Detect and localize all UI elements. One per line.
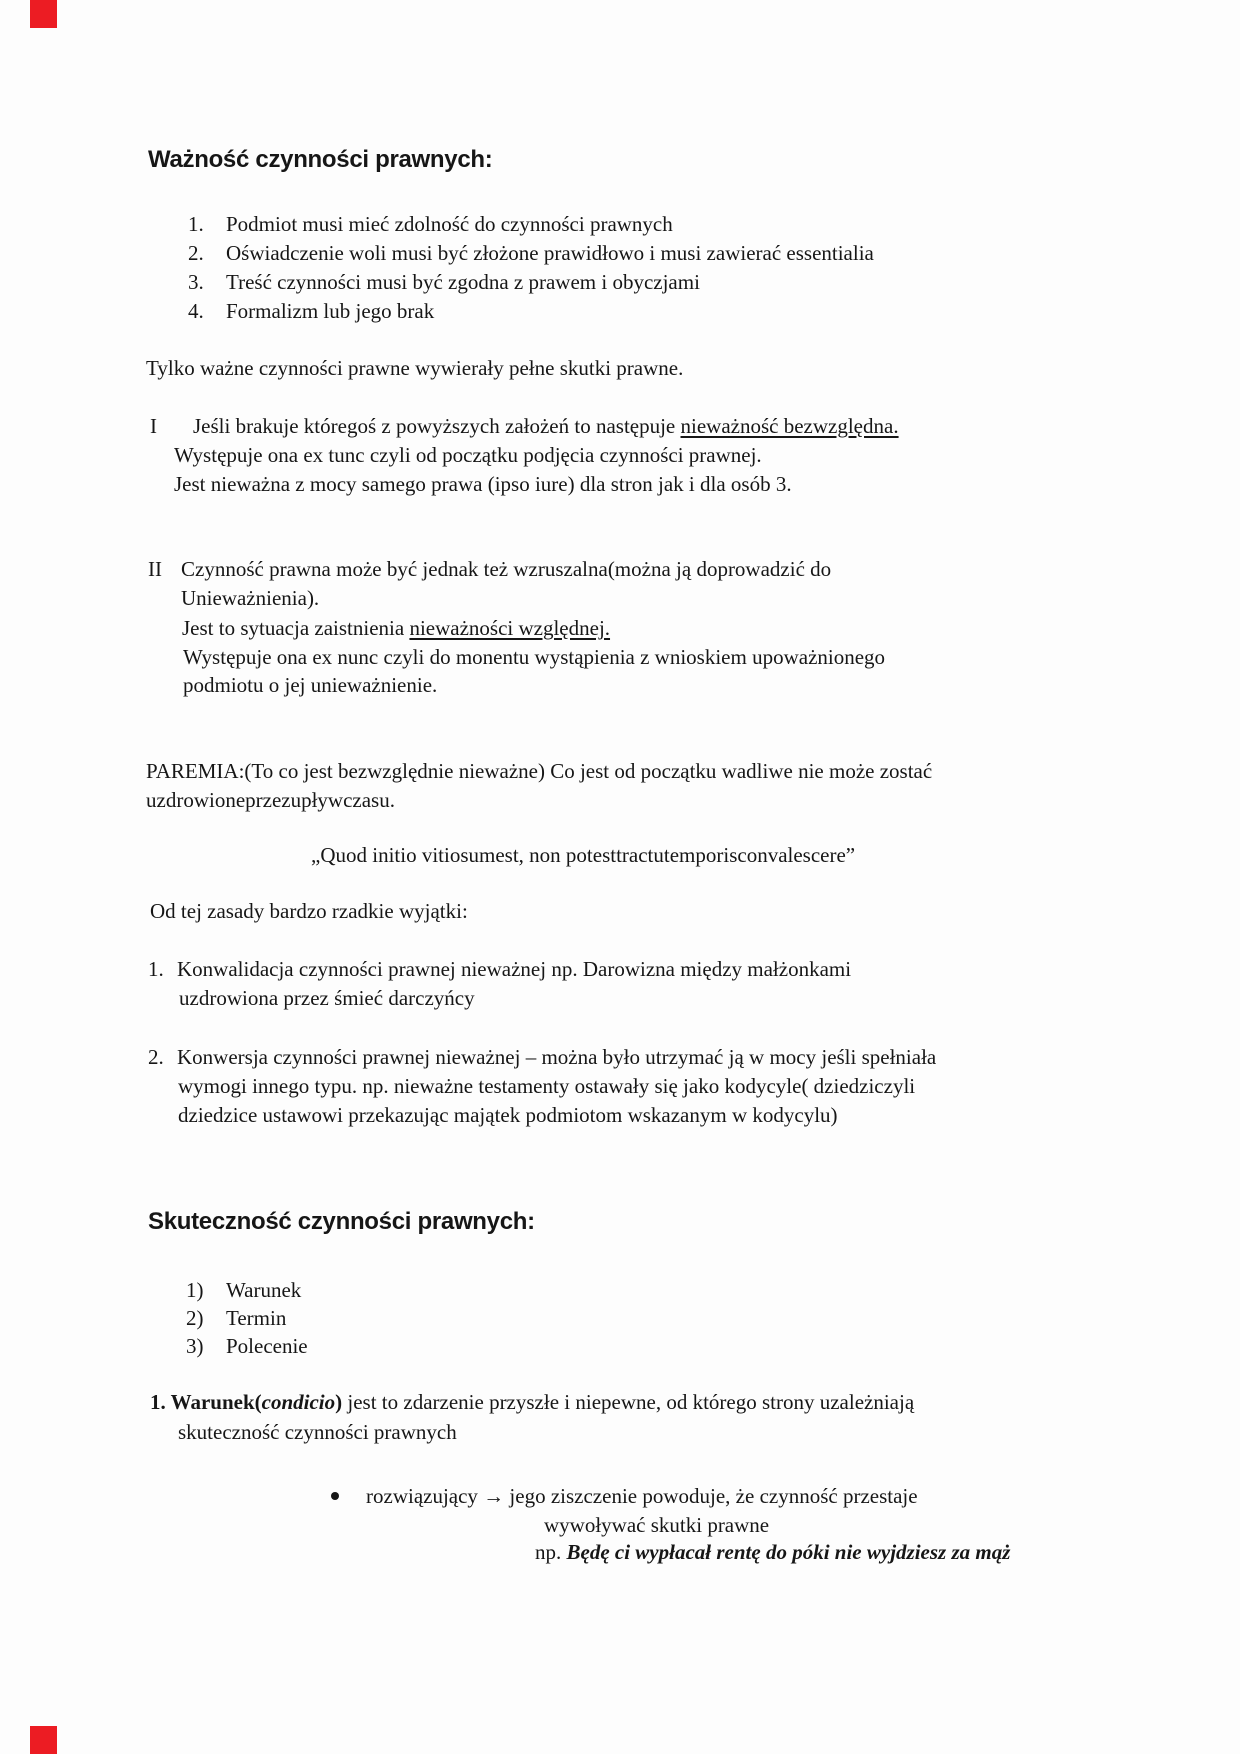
list-item-number: 1. [188, 212, 204, 236]
exception-item [148, 955, 851, 983]
section-2-line-1: Czynność prawna może być jednak też wzruszalna(można ją doprowadzić do [181, 557, 832, 581]
example-text-italic: Będę ci wypłacał rentę do póki nie wyjdziesz za mąż [566, 1540, 1011, 1564]
warunek-term-bold: 1. Warunek( [150, 1390, 262, 1414]
bullet-icon [331, 1492, 339, 1500]
bullet-example-line [535, 1538, 1010, 1566]
list-item-number: 1) [186, 1278, 204, 1302]
red-corner-mark-bottom [30, 1726, 57, 1754]
latin-quote: „Quod initio vitiosumest, non potesttractutemporisconvalescere” [311, 843, 856, 867]
bullet-line-1: rozwiązujący → jego ziszczenie powoduje, że czynność przestaje [366, 1484, 918, 1508]
list-item-number: 3) [186, 1334, 204, 1358]
exception-text: Konwersja czynności prawnej nieważnej – można było utrzymać ją w mocy jeśli spełniała [177, 1045, 937, 1069]
list-item-text: Podmiot musi mieć zdolność do czynności prawnych [226, 212, 673, 236]
section-1-marker: I [150, 414, 157, 438]
exception-number: 1. [148, 957, 164, 981]
section-1-line-3: Jest nieważna z mocy samego prawa (ipso iure) dla stron jak i dla osób 3. [174, 472, 792, 496]
section-1-line-1 [193, 412, 899, 440]
list-item [188, 239, 874, 267]
section-1-line-1-text: Jeśli brakuje któregoś z powyższych założeń to następuje [193, 414, 681, 438]
list-item-number: 4. [188, 299, 204, 323]
paremia-line-1: PAREMIA:(To co jest bezwzględnie nieważne) Co jest od początku wadliwe nie może zostać [146, 759, 933, 783]
validity-title: Ważność czynności prawnych: [148, 146, 493, 173]
validity-note: Tylko ważne czynności prawne wywierały pełne skutki prawne. [146, 356, 684, 380]
warunek-definition-text: jest to zdarzenie przyszłe i niepewne, od którego strony uzależniają [342, 1390, 915, 1414]
section-1-line-2: Występuje ona ex tunc czyli od początku podjęcia czynności prawnej. [174, 443, 762, 467]
list-item [186, 1332, 308, 1360]
list-item-text: Warunek [226, 1278, 302, 1302]
exception-number: 2. [148, 1045, 164, 1069]
section-1-underlined-term: nieważność bezwzględna. [680, 414, 899, 438]
section-2-line-3-text: Jest to sytuacja zaistnienia [182, 616, 410, 640]
section-2-line-5: podmiotu o jej unieważnienie. [183, 673, 438, 697]
example-label: np. [535, 1540, 567, 1564]
paremia-line-2: uzdrowioneprzezupływczasu. [146, 788, 395, 812]
section-2-marker: II [148, 557, 162, 581]
section-2-line-4: Występuje ona ex nunc czyli do monentu wystąpienia z wnioskiem upoważnionego [183, 645, 886, 669]
exception-text: Konwalidacja czynności prawnej nieważnej np. Darowizna między małżonkami [177, 957, 852, 981]
list-item-text: Formalizm lub jego brak [226, 299, 435, 323]
effectiveness-title: Skuteczność czynności prawnych: [148, 1208, 535, 1235]
section-2-underlined-term: nieważności względnej. [409, 616, 611, 640]
bullet-line-2: wywoływać skutki prawne [544, 1513, 770, 1537]
list-item-text: Treść czynności musi być zgodna z prawem i obyczjami [226, 270, 700, 294]
list-item [188, 210, 673, 238]
warunek-definition-line-2: skuteczność czynności prawnych [178, 1420, 457, 1444]
warunek-latin-italic: condicio [261, 1390, 336, 1414]
list-item-text: Polecenie [226, 1334, 308, 1358]
list-item [188, 297, 434, 325]
exception-item [148, 1043, 936, 1071]
exception-text-continued: dziedzice ustawowi przekazując majątek podmiotom wskazanym w kodycylu) [178, 1103, 838, 1127]
warunek-term-bold-close: ) [335, 1390, 343, 1414]
list-item-number: 2. [188, 241, 204, 265]
exception-text-continued: wymogi innego typu. np. nieważne testamenty ostawały się jako kodycyle( dziedziczyli [178, 1074, 916, 1098]
list-item-text: Oświadczenie woli musi być złożone prawidłowo i musi zawierać essentialia [226, 241, 874, 265]
list-item-number: 3. [188, 270, 204, 294]
exceptions-intro: Od tej zasady bardzo rzadkie wyjątki: [150, 899, 468, 923]
list-item [188, 268, 700, 296]
list-item [186, 1276, 301, 1304]
exception-text-continued: uzdrowiona przez śmieć darczyńcy [179, 986, 475, 1010]
list-item-number: 2) [186, 1306, 204, 1330]
red-corner-mark-top [30, 0, 57, 28]
list-item [186, 1304, 286, 1332]
section-2-line-2: Unieważnienia). [181, 586, 320, 610]
section-2-line-3 [182, 614, 610, 642]
list-item-text: Termin [226, 1306, 287, 1330]
warunek-definition-line-1 [150, 1388, 914, 1416]
